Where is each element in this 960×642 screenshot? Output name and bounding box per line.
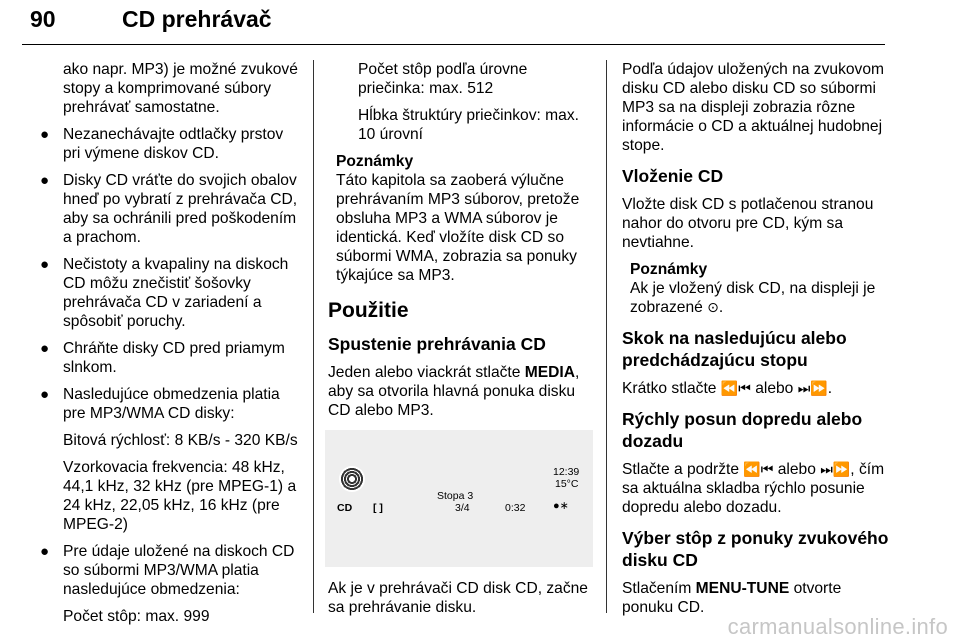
heading-usage: Použitie [328, 299, 409, 322]
insert-paragraph: Vložte disk CD s potlačenou stranou nahor do otvoru pre CD, kým sa nevtiahne. [622, 196, 874, 251]
after-display-paragraph: Ak je v prehrávači CD disk CD, začne sa prehrávanie disku. [328, 580, 588, 616]
display-brackets: [ ] [373, 502, 383, 514]
folder-track-limit: Počet stôp podľa úrovne priečinka: max. 512 [358, 61, 528, 97]
cd-disc-icon [339, 466, 365, 492]
rewind-icon: ⏪⏮ [743, 461, 774, 477]
list-item: ● Nečistoty a kvapaliny na diskoch CD môžu znečistiť šošovky prehrávača CD v zariadení a spôsobiť poruchy. [40, 256, 289, 330]
watermark: carmanualsonline.info [727, 614, 948, 639]
note-text: Táto kapitola sa zaoberá výlučne prehrávaním MP3 súborov, pretože obsluha MP3 a WMA súborov je identická. Keď vložíte disk CD so súbormi WMA, zobrazia sa ponuky týkajúce sa MP3. [336, 172, 580, 284]
intro-paragraph: Podľa údajov uložených na zvukovom disku CD alebo disku CD so súbormi MP3 sa na displeji zobrazia rôzne informácie o CD a aktuálnej hudobnej stope. [622, 61, 885, 154]
frequency-limit: Vzorkovacia frekvencia: 48 kHz, 44,1 kHz, 32 kHz (pre MPEG-1) a 24 kHz, 22,05 kHz, 16 kHz (pre MPEG-2) [63, 459, 297, 533]
bullet-icon: ● [40, 126, 50, 143]
list-item: ● Disky CD vráťte do svojich obalov hneď po vybratí z prehrávača CD, aby sa ochránili pred poškodením a prachom. [40, 172, 298, 246]
heading-insert-cd: Vloženie CD [622, 166, 724, 186]
page-header [22, 4, 885, 45]
media-key: MEDIA [524, 364, 576, 381]
list-item: ● Pre údaje uložené na diskoch CD so súbormi MP3/WMA platia nasledujúce obmedzenia: [40, 543, 295, 598]
folder-depth-limit: Hĺbka štruktúry priečinkov: max. 10 úrovní [358, 107, 579, 143]
section-title: CD prehrávač [122, 6, 272, 32]
radio-display-image [325, 430, 593, 567]
column-divider-2 [606, 60, 607, 613]
note-title: Poznámky [630, 261, 708, 278]
display-track-name: Stopa 3 [437, 490, 474, 502]
bullet-icon: ● [40, 543, 50, 560]
display-elapsed: 0:32 [505, 502, 526, 514]
fast-forward-icon: ⏭⏩ [820, 461, 851, 477]
menu-tune-key: MENU-TUNE [695, 580, 790, 597]
column-right [622, 60, 890, 617]
intro-paragraph: ako napr. MP3) je možné zvukové stopy a komprimované súbory prehrávať samostatne. [63, 61, 298, 116]
note-title: Poznámky [336, 153, 414, 170]
display-clock: 12:39 [553, 466, 580, 478]
bluetooth-icon: ●∗ [553, 500, 569, 512]
heading-fast-forward: Rýchly posun dopredu alebo dozadu [622, 409, 863, 451]
list-item: ● Chráňte disky CD pred priamym slnkom. [40, 340, 285, 376]
display-track-count: 3/4 [455, 502, 470, 514]
display-screen [331, 460, 587, 518]
display-temperature: 15°C [555, 478, 579, 490]
note-box [622, 260, 890, 317]
heading-start-playback: Spustenie prehrávania CD [328, 334, 546, 354]
start-paragraph: Jeden alebo viackrát stlačte MEDIA, aby sa otvorila hlavná ponuka disku CD alebo MP3. [328, 364, 580, 419]
next-track-icon: ⏭⏩ [797, 380, 828, 396]
note-text: Ak je vložený disk CD, na displeji je zobrazené ⊙. [630, 280, 876, 316]
previous-track-icon: ⏪⏮ [720, 380, 751, 396]
list-item: ● Nezanechávajte odtlačky prstov pri výmene diskov CD. [40, 126, 284, 162]
bullet-icon: ● [40, 386, 50, 403]
fast-paragraph: Stlačte a podržte ⏪⏮ alebo ⏭⏩, čím sa aktuálna skladba rýchlo posunie dopredu alebo dozadu. [622, 461, 885, 516]
select-paragraph: Stlačením MENU-TUNE otvorte ponuku CD. [622, 580, 842, 616]
list-item: ● Nasledujúce obmedzenia platia pre MP3/WMA CD disky: [40, 386, 280, 422]
column-divider-1 [313, 60, 314, 613]
bullet-icon: ● [40, 172, 50, 189]
column-middle [328, 60, 593, 617]
bullet-icon: ● [40, 340, 50, 357]
page-number: 90 [30, 6, 56, 32]
display-source: CD [337, 502, 353, 514]
cd-inserted-icon: ⊙ [707, 299, 719, 315]
bullet-icon: ● [40, 256, 50, 273]
track-count-limit: Počet stôp: max. 999 [63, 608, 210, 625]
skip-paragraph: Krátko stlačte ⏪⏮ alebo ⏭⏩. [622, 380, 833, 397]
heading-skip-track: Skok na nasledujúcu alebo predchádzajúcu stopu [622, 328, 847, 370]
column-left [38, 60, 298, 634]
bitrate-limit: Bitová rýchlosť: 8 KB/s - 320 KB/s [63, 432, 298, 449]
heading-track-menu: Výber stôp z ponuky zvukového disku CD [622, 528, 889, 570]
note-box [328, 152, 593, 285]
